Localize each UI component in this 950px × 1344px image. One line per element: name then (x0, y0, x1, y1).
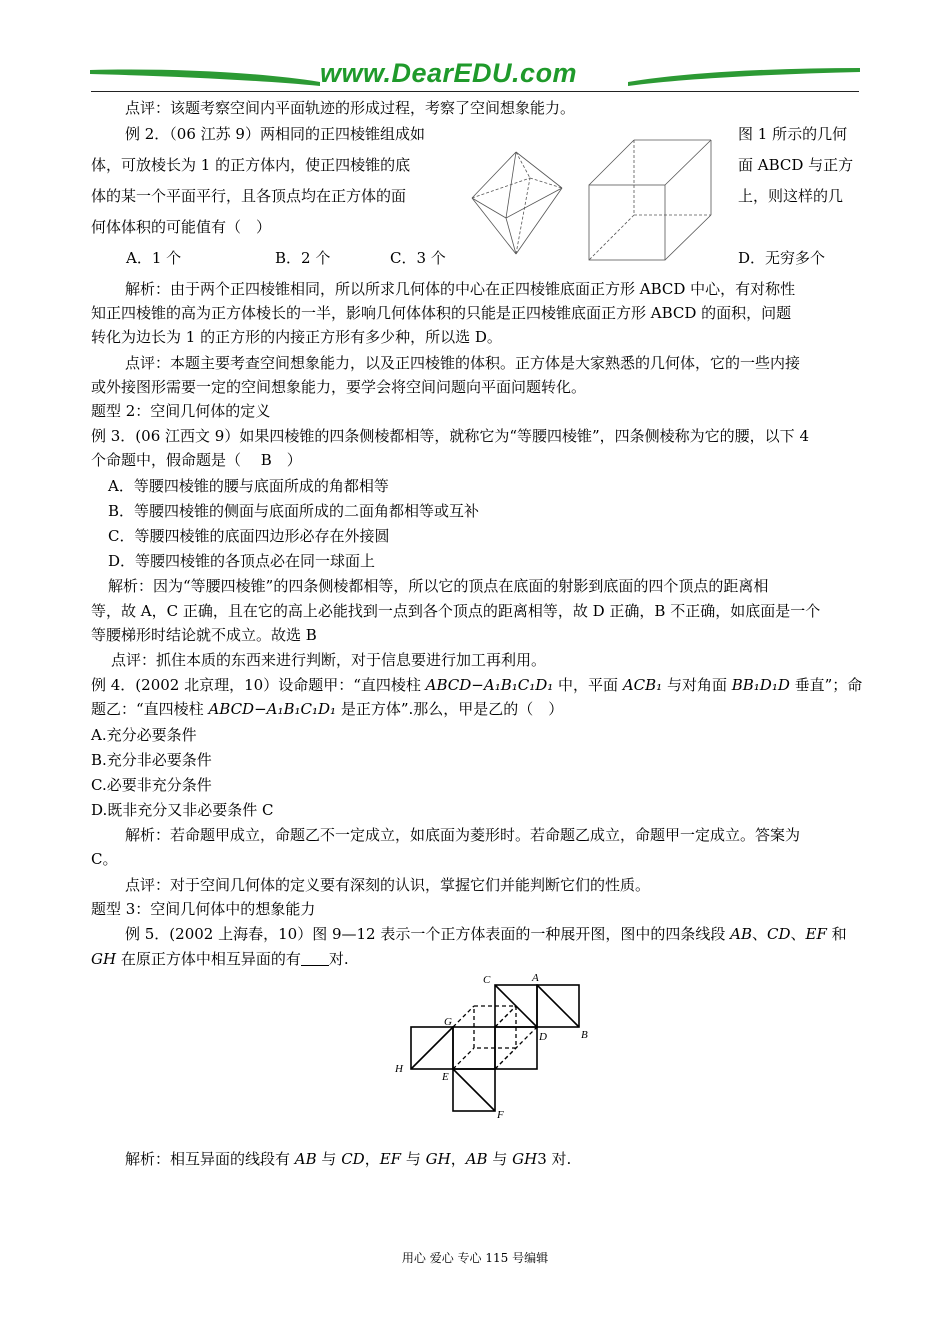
example-2-line-3: 体的某一个平面平行，且各顶点均在正方体的面 (91, 187, 407, 205)
math-ef: EF (379, 1150, 402, 1168)
example-4-option-a: A.充分必要条件 (91, 726, 197, 744)
example-4-line-2: 题乙：“直四棱柱 ABCD−A₁B₁C₁D₁ 是正方体”.那么，甲是乙的（ ） (91, 700, 564, 718)
analysis-5: 解析：相互异面的线段有 AB 与 CD，EF 与 GH，AB 与 GH3 对. (125, 1150, 572, 1168)
example-2-line-1-right: 图 1 所示的几何 (738, 125, 848, 143)
ex4-text: 与对角面 (662, 676, 732, 694)
math-gh: GH (512, 1150, 538, 1168)
analysis-4-line-2: C。 (91, 850, 118, 868)
page-footer: 用心 爱心 专心 115 号编辑 (401, 1251, 549, 1265)
ex4-text: 例 4．(2002 北京理，10）设命题甲：“直四棱柱 (91, 676, 426, 694)
option-d: D．无穷多个 (738, 249, 826, 267)
math-abcd: ABCD (425, 676, 472, 694)
analysis-2-line-3: 转化为边长为 1 的正方形的内接正方形有多少种，所以选 D。 (91, 328, 502, 346)
comment-4: 点评：对于空间几何体的定义要有深刻的认识，掌握它们并能判断它们的性质。 (125, 876, 651, 894)
ex4-text: 是正方体”.那么，甲是乙的（ ） (336, 700, 564, 718)
ex5-text: 对. (328, 950, 349, 968)
comment-2-line-1: 点评：本题主要考查空间想象能力，以及正四棱锥的体积。正方体是大家熟悉的几何体，它的一些内接 (125, 354, 801, 372)
ex5-text: 例 5．(2002 上海春，10）图 9—12 表示一个正方体表面的一种展开图，图中的四条线段 (125, 925, 731, 943)
math-cd: CD (767, 925, 791, 943)
answer-blank (301, 951, 329, 966)
example-5-line-1: 例 5．(2002 上海春，10）图 9—12 表示一个正方体表面的一种展开图，图中的四条线段 AB、CD、EF 和 (125, 925, 847, 943)
math-cd: CD (341, 1150, 365, 1168)
example-3-line-1: 例 3．(06 江西文 9）如果四棱锥的四条侧棱都相等，就称它为“等腰四棱锥”，四条侧棱称为它的腰，以下 4 (91, 427, 809, 445)
comment-1: 点评：该题考察空间内平面轨迹的形成过程，考察了空间想象能力。 (125, 99, 576, 117)
example-3-line-2: 个命题中，假命题是（ B ） (91, 451, 302, 469)
label-f: F (497, 1109, 504, 1120)
math-ab: AB (294, 1150, 317, 1168)
math-ab: AB (465, 1150, 488, 1168)
option-b: B．2 个 (275, 249, 331, 267)
an5-text: 解析：相互异面的线段有 (125, 1150, 295, 1168)
math-a1b1c1d1: A₁B₁C₁D₁ (483, 676, 554, 694)
example-2-line-2-right: 面 ABCD 与正方 (738, 156, 854, 174)
example-3-option-a: A．等腰四棱锥的腰与底面所成的角都相等 (108, 477, 389, 495)
comment-3: 点评：抓住本质的东西来进行判断，对于信息要进行加工再利用。 (111, 651, 547, 669)
octahedron-figure (466, 148, 576, 260)
math-bb1d1d: BB₁D₁D (731, 676, 790, 694)
example-3-option-c: C．等腰四棱锥的底面四边形必存在外接圆 (108, 527, 390, 545)
math-acb1: ACB₁ (622, 676, 663, 694)
ex5-text: 在原正方体中相互异面的有 (116, 950, 301, 968)
math-gh: GH (91, 950, 117, 968)
ex4-text: 题乙：“直四棱柱 (91, 700, 209, 718)
analysis-2-line-1: 解析：由于两个正四棱锥相同，所以所求几何体的中心在正四棱锥底面正方形 ABCD 中心，有对称性 (125, 280, 796, 298)
example-2-line-1: 例 2．（06 江苏 9）两相同的正四棱锥组成如 (125, 125, 425, 143)
example-4-line-1: 例 4．(2002 北京理，10）设命题甲：“直四棱柱 ABCD−A₁B₁C₁D₁ 中，平面 ACB₁ 与对角面 BB₁D₁D 垂直”；命 (91, 676, 863, 694)
math-abcd: ABCD (208, 700, 255, 718)
header-logo: www.DearEDU.com (320, 58, 578, 88)
example-3-option-d: D．等腰四棱锥的各顶点必在同一球面上 (108, 552, 376, 570)
example-2-line-2: 体，可放棱长为 1 的正方体内，使正四棱锥的底 (91, 156, 411, 174)
math-ab: AB (730, 925, 752, 943)
label-a: A (532, 972, 539, 984)
analysis-3-line-3: 等腰梯形时结论就不成立。故选 B (91, 626, 317, 644)
analysis-3-line-2: 等，故 A，C 正确，且在它的高上必能找到一点到各个顶点的距离相等，故 D 正确，B 不正确，如底面是一个 (91, 602, 821, 620)
label-c: C (483, 974, 491, 986)
label-g: G (444, 1016, 452, 1028)
example-4-option-d: D.既非充分又非必要条件 C (91, 801, 274, 819)
example-4-option-b: B.充分非必要条件 (91, 751, 212, 769)
cube-figure (586, 137, 716, 263)
math-a1b1c1d1: A₁B₁C₁D₁ (266, 700, 337, 718)
analysis-3-line-1: 解析：因为“等腰四棱锥”的四条侧棱都相等，所以它的顶点在底面的射影到底面的四个顶点的距离相 (108, 577, 769, 595)
comment-2-line-2: 或外接图形需要一定的空间想象能力，要学会将空间问题向平面问题转化。 (91, 378, 587, 396)
label-h: H (395, 1063, 403, 1075)
cube-net-figure (390, 968, 600, 1120)
ex4-text: 垂直”；命 (789, 676, 863, 694)
math-gh: GH (425, 1150, 451, 1168)
math-ef: EF (805, 925, 827, 943)
example-2-line-3-right: 上，则这样的几 (738, 187, 844, 205)
section-heading-type-3: 题型 3：空间几何体中的想象能力 (91, 900, 316, 918)
label-d: D (539, 1031, 547, 1043)
ex4-text: 中，平面 (553, 676, 623, 694)
analysis-2-line-2: 知正四棱锥的高为正方体棱长的一半，影响几何体体积的只能是正四棱锥底面正方形 ABCD 的面积，问题 (91, 304, 792, 322)
example-5-line-2 (91, 948, 349, 970)
header-rule (91, 91, 859, 92)
analysis-4-line-1: 解析：若命题甲成立，命题乙不一定成立，如底面为菱形时。若命题乙成立，命题甲一定成立。答案为 (125, 826, 801, 844)
section-heading-type-2: 题型 2：空间几何体的定义 (91, 402, 271, 420)
label-e: E (442, 1071, 449, 1083)
option-a: A．1 个 (126, 249, 182, 267)
example-3-option-b: B．等腰四棱锥的侧面与底面所成的二面角都相等或互补 (108, 502, 480, 520)
option-c: C．3 个 (390, 249, 446, 267)
example-2-line-4: 何体体积的可能值有（ ） (91, 218, 272, 236)
label-b: B (581, 1029, 588, 1041)
example-4-option-c: C.必要非充分条件 (91, 776, 212, 794)
